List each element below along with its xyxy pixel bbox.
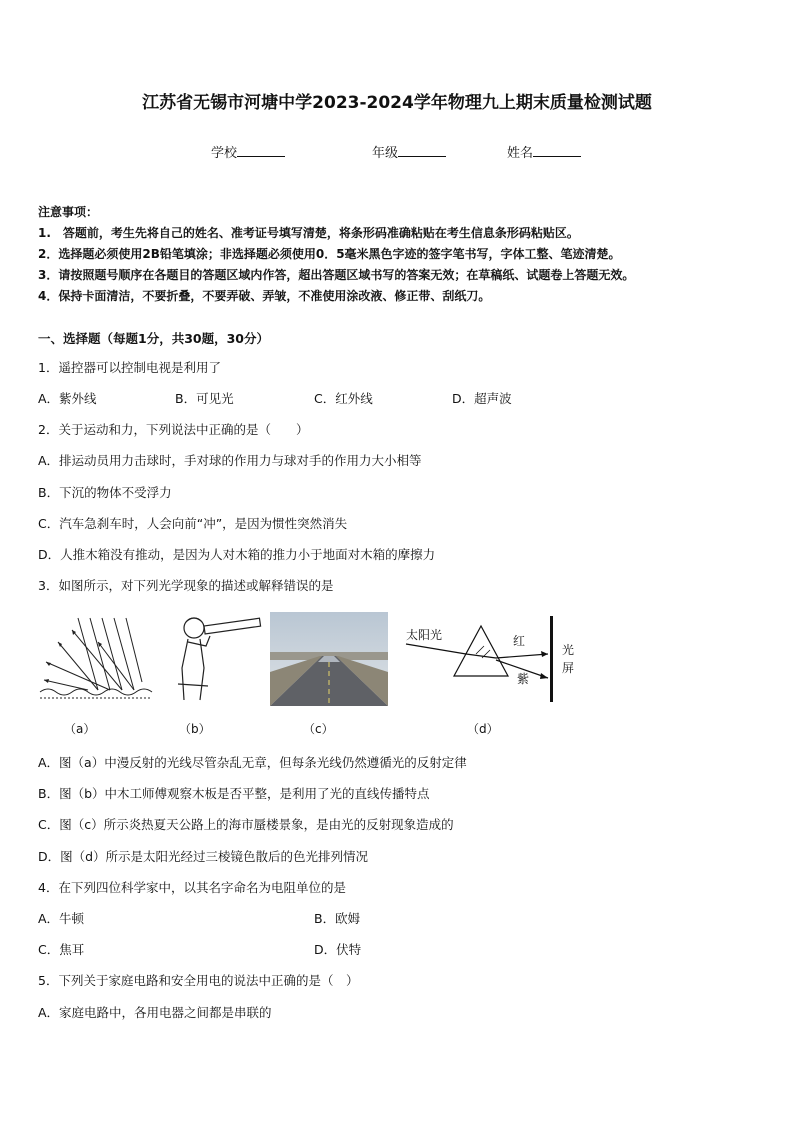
q3-option-d: D．图（d）所示是太阳光经过三棱镜色散后的色光排列情况 bbox=[38, 849, 369, 864]
q2-option-b: B．下沉的物体不受浮力 bbox=[38, 485, 172, 500]
q2-stem: 2．关于运动和力，下列说法中正确的是（ ） bbox=[38, 422, 309, 437]
notes-item-2: 2．选择题必须使用2B铅笔填涂；非选择题必须使用0．5毫米黑色字迹的签字笔书写，字体工整、笔迹清楚。 bbox=[38, 247, 621, 261]
grade-field bbox=[372, 142, 446, 161]
name-blank bbox=[533, 144, 581, 157]
q2-option-d: D．人推木箱没有推动，是因为人对木箱的推力小于地面对木箱的摩擦力 bbox=[38, 547, 436, 562]
prism-sunlight-label: 太阳光 bbox=[406, 628, 443, 642]
figure-b-carpenter bbox=[170, 612, 262, 704]
q4-option-c: C．焦耳 bbox=[38, 942, 85, 957]
school-label: 学校 bbox=[211, 146, 238, 161]
q3-option-b: B．图（b）中木工师傅观察木板是否平整，是利用了光的直线传播特点 bbox=[38, 786, 430, 801]
q1-stem: 1．遥控器可以控制电视是利用了 bbox=[38, 360, 221, 375]
notes-item-1: 1. 答题前，考生先将自己的姓名、准考证号填写清楚，将条形码准确粘贴在考生信息条形码粘贴区。 bbox=[38, 226, 579, 240]
notes-item-4: 4．保持卡面清洁，不要折叠，不要弄破、弄皱，不准使用涂改液、修正带、刮纸刀。 bbox=[38, 289, 491, 303]
q1-option-a: A．紫外线 bbox=[38, 391, 97, 406]
notes-heading: 注意事项： bbox=[38, 205, 99, 219]
prism-violet-label: 紫 bbox=[517, 672, 530, 686]
q1-option-d: D．超声波 bbox=[452, 391, 512, 406]
q2-option-c: C．汽车急刹车时，人会向前“冲”，是因为惯性突然消失 bbox=[38, 516, 348, 531]
name-label: 姓名 bbox=[507, 146, 534, 161]
name-field bbox=[507, 142, 581, 161]
figure-c-road-mirage bbox=[270, 612, 388, 706]
grade-label: 年级 bbox=[372, 146, 399, 161]
prism-screen-label-1: 光 bbox=[562, 643, 575, 657]
school-field bbox=[211, 142, 285, 161]
school-blank bbox=[237, 144, 285, 157]
q3-stem: 3．如图所示，对下列光学现象的描述或解释错误的是 bbox=[38, 578, 334, 593]
q5-option-a: A．家庭电路中，各用电器之间都是串联的 bbox=[38, 1005, 272, 1020]
figure-a-label: （a） bbox=[64, 722, 96, 736]
q4-option-b: B．欧姆 bbox=[314, 911, 361, 926]
grade-blank bbox=[398, 144, 446, 157]
q1-option-b: B．可见光 bbox=[175, 391, 234, 406]
q4-option-a: A．牛顿 bbox=[38, 911, 85, 926]
q4-stem: 4．在下列四位科学家中，以其名字命名为电阻单位的是 bbox=[38, 880, 346, 895]
figure-a-diffuse-reflection bbox=[38, 612, 154, 704]
q2-option-a: A．排运动员用力击球时，手对球的作用力与球对手的作用力大小相等 bbox=[38, 453, 422, 468]
q3-option-a: A．图（a）中漫反射的光线尽管杂乱无章，但每条光线仍然遵循光的反射定律 bbox=[38, 755, 467, 770]
prism-screen-label-2: 屏 bbox=[562, 661, 575, 675]
figure-d-label: （d） bbox=[467, 722, 499, 736]
q3-option-c: C．图（c）所示炎热夏天公路上的海市蜃楼景象，是由光的反射现象造成的 bbox=[38, 817, 454, 832]
notes-item-3: 3．请按照题号顺序在各题目的答题区域内作答，超出答题区域书写的答案无效；在草稿纸、试题卷上答题无效。 bbox=[38, 268, 635, 282]
page-title: 江苏省无锡市河塘中学2023-2024学年物理九上期末质量检测试题 bbox=[142, 93, 652, 113]
screen-bar bbox=[550, 616, 553, 702]
prism-red-label: 红 bbox=[513, 634, 526, 648]
q5-stem: 5．下列关于家庭电路和安全用电的说法中正确的是（ ） bbox=[38, 973, 359, 988]
q4-option-d: D．伏特 bbox=[314, 942, 362, 957]
q1-option-c: C．红外线 bbox=[314, 391, 373, 406]
figure-c-label: （c） bbox=[303, 722, 334, 736]
figure-b-label: （b） bbox=[179, 722, 211, 736]
prism-shape bbox=[454, 626, 508, 676]
section-heading: 一、选择题（每题1分，共30题，30分） bbox=[38, 331, 269, 346]
